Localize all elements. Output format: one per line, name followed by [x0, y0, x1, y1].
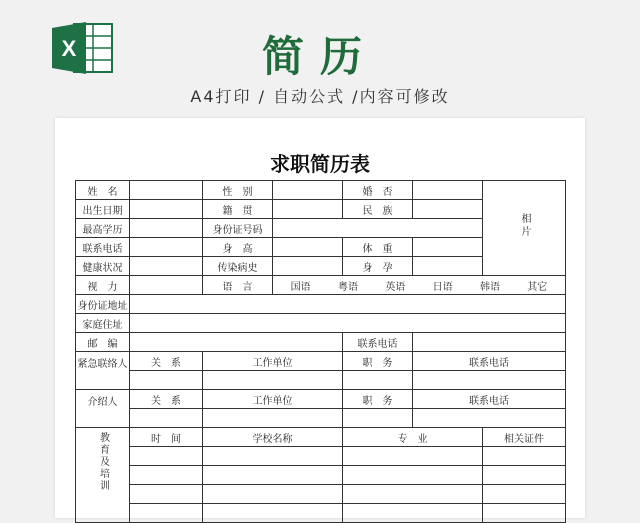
label-emergency-contact: 紧急联络人	[76, 352, 130, 390]
field-edu-major[interactable]	[343, 504, 483, 523]
field-origin[interactable]	[273, 200, 343, 219]
label-pregnancy: 身 孕	[343, 257, 413, 276]
resume-sheet	[55, 118, 585, 518]
field-emergency-phone[interactable]	[413, 371, 566, 390]
field-pregnancy[interactable]	[413, 257, 483, 276]
field-edu-major[interactable]	[343, 447, 483, 466]
table-row	[76, 504, 566, 523]
banner-title: 简历	[261, 32, 378, 81]
label-referrer: 介绍人	[76, 390, 130, 428]
field-edu-certificate[interactable]	[483, 447, 566, 466]
field-edu-certificate[interactable]	[483, 466, 566, 485]
label-dob: 出生日期	[76, 200, 130, 219]
label-origin: 籍 贯	[203, 200, 273, 219]
field-edu-school[interactable]	[203, 447, 343, 466]
resume-form-table	[75, 180, 566, 523]
header-referrer-phone: 联系电话	[413, 390, 566, 409]
field-phone[interactable]	[130, 238, 203, 257]
photo-label: 相片	[519, 212, 530, 239]
table-row	[76, 371, 566, 390]
header-emergency-relation: 关 系	[130, 352, 203, 371]
field-referrer-work-unit[interactable]	[203, 409, 343, 428]
field-edu-time[interactable]	[130, 504, 203, 523]
label-gender: 性 别	[203, 181, 273, 200]
field-weight[interactable]	[413, 238, 483, 257]
header-edu-certificate: 相关证件	[483, 428, 566, 447]
banner-subtitle: A4打印 / 自动公式 /内容可修改	[190, 87, 450, 106]
label-id-number: 身份证号码	[203, 219, 273, 238]
field-edu-certificate[interactable]	[483, 485, 566, 504]
header-emergency-position: 职 务	[343, 352, 413, 371]
field-edu-school[interactable]	[203, 504, 343, 523]
table-row	[76, 295, 566, 314]
field-gender[interactable]	[273, 181, 343, 200]
language-options	[273, 276, 566, 295]
table-row	[76, 447, 566, 466]
lang-option-japanese[interactable]: 日语	[432, 281, 453, 293]
lang-option-english[interactable]: 英语	[385, 281, 406, 293]
field-height[interactable]	[273, 238, 343, 257]
label-name: 姓 名	[76, 181, 130, 200]
label-infectious: 传染病史	[203, 257, 273, 276]
field-emergency-work-unit[interactable]	[203, 371, 343, 390]
field-edu-school[interactable]	[203, 485, 343, 504]
field-home-address[interactable]	[130, 314, 566, 333]
table-row	[76, 352, 566, 371]
field-vision[interactable]	[130, 276, 203, 295]
lang-option-mandarin[interactable]: 国语	[290, 281, 311, 293]
header-referrer-work-unit: 工作单位	[203, 390, 343, 409]
lang-option-other[interactable]: 其它	[527, 281, 548, 293]
header-emergency-work-unit: 工作单位	[203, 352, 343, 371]
field-edu-time[interactable]	[130, 485, 203, 504]
field-ethnicity[interactable]	[413, 200, 483, 219]
header-edu-major: 专 业	[343, 428, 483, 447]
label-contact-phone: 联系电话	[343, 333, 413, 352]
label-height: 身 高	[203, 238, 273, 257]
header-edu-school: 学校名称	[203, 428, 343, 447]
field-health[interactable]	[130, 257, 203, 276]
table-row	[76, 314, 566, 333]
field-referrer-phone[interactable]	[413, 409, 566, 428]
table-row	[76, 485, 566, 504]
table-row	[76, 181, 566, 200]
label-phone: 联系电话	[76, 238, 130, 257]
label-id-address: 身份证地址	[76, 295, 130, 314]
lang-option-cantonese[interactable]: 粤语	[337, 281, 358, 293]
table-row	[76, 409, 566, 428]
label-language: 语 言	[203, 276, 273, 295]
field-edu-time[interactable]	[130, 466, 203, 485]
table-row	[76, 333, 566, 352]
field-infectious[interactable]	[273, 257, 343, 276]
field-id-address[interactable]	[130, 295, 566, 314]
field-emergency-position[interactable]	[343, 371, 413, 390]
field-emergency-relation[interactable]	[130, 371, 203, 390]
sheet-title: 求职简历表	[270, 152, 370, 176]
label-education-training: 教育及培训	[76, 428, 130, 523]
label-ethnicity: 民 族	[343, 200, 413, 219]
field-name[interactable]	[130, 181, 203, 200]
field-contact-phone[interactable]	[413, 333, 566, 352]
field-marital[interactable]	[413, 181, 483, 200]
header-edu-time: 时 间	[130, 428, 203, 447]
label-vision: 视 力	[76, 276, 130, 295]
table-row	[76, 276, 566, 295]
field-edu-school[interactable]	[203, 466, 343, 485]
photo-cell[interactable]	[483, 181, 566, 276]
field-edu-major[interactable]	[343, 485, 483, 504]
label-home-address: 家庭住址	[76, 314, 130, 333]
lang-option-korean[interactable]: 韩语	[479, 281, 500, 293]
table-row	[76, 466, 566, 485]
field-referrer-position[interactable]	[343, 409, 413, 428]
field-dob[interactable]	[130, 200, 203, 219]
field-edu-certificate[interactable]	[483, 504, 566, 523]
field-referrer-relation[interactable]	[130, 409, 203, 428]
table-row	[76, 428, 566, 447]
field-id-number[interactable]	[273, 219, 483, 238]
label-weight: 体 重	[343, 238, 413, 257]
header-referrer-relation: 关 系	[130, 390, 203, 409]
field-edu-major[interactable]	[343, 466, 483, 485]
field-edu-time[interactable]	[130, 447, 203, 466]
field-education[interactable]	[130, 219, 203, 238]
label-marital: 婚 否	[343, 181, 413, 200]
header-referrer-position: 职 务	[343, 390, 413, 409]
table-row	[76, 390, 566, 409]
excel-logo-letter: X	[61, 36, 77, 61]
label-education: 最高学历	[76, 219, 130, 238]
label-health: 健康状况	[76, 257, 130, 276]
label-postcode: 邮 编	[76, 333, 130, 352]
header-emergency-phone: 联系电话	[413, 352, 566, 371]
field-postcode[interactable]	[130, 333, 343, 352]
